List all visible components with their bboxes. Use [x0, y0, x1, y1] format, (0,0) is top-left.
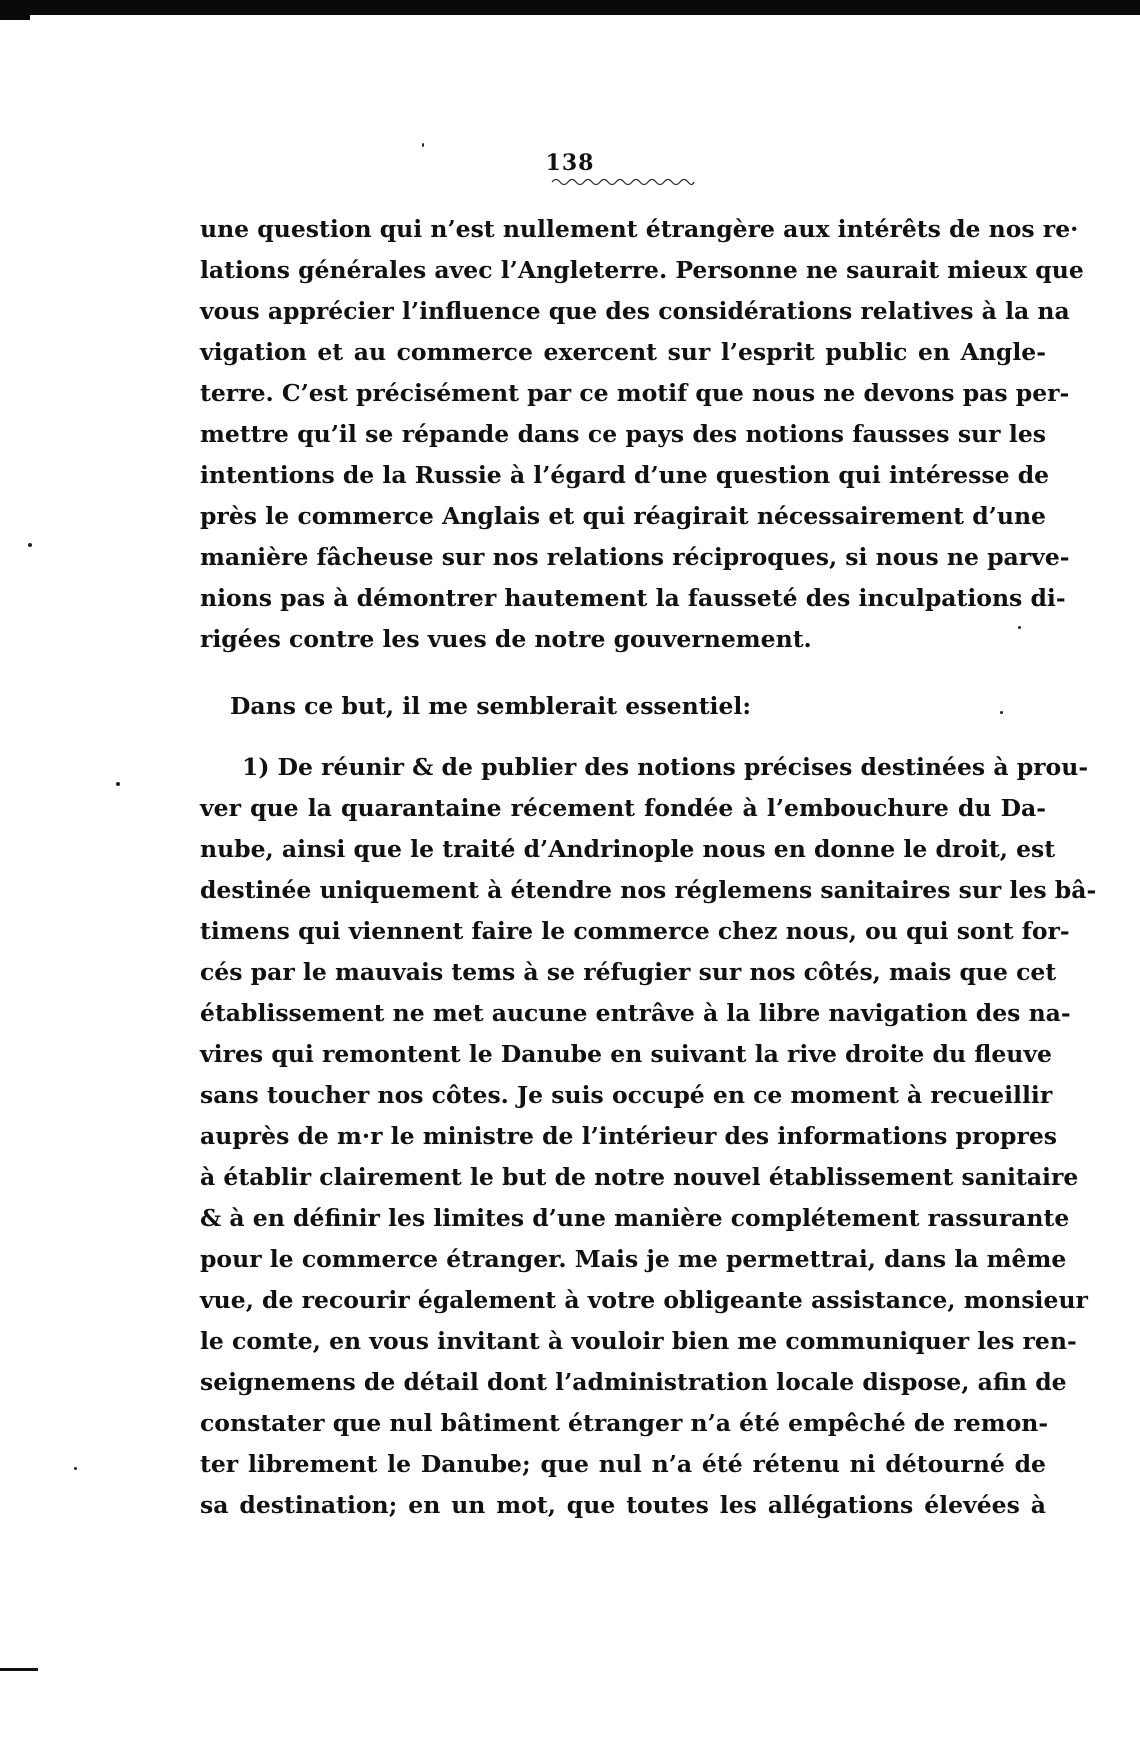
- text-line: nube, ainsi que le traité d’Andrinople nous en donne le droit, est: [200, 835, 1056, 863]
- text-line: destinée uniquement à étendre nos réglemens sanitaires sur les bâ-: [200, 876, 1097, 904]
- text-line: Dans ce but, il me semblerait essentiel:: [230, 692, 752, 720]
- text-line: près le commerce Anglais et qui réagirait nécessairement d’une: [200, 502, 1046, 530]
- text-line: une question qui n’est nullement étrangère aux intérêts de nos re·: [200, 215, 1079, 243]
- text-line: mettre qu’il se répande dans ce pays des notions fausses sur les: [200, 420, 1046, 448]
- text-line: auprès de m·r le ministre de l’intérieur des informations propres: [200, 1122, 1058, 1150]
- scan-speck: [116, 782, 120, 786]
- text-line: le comte, en vous invitant à vouloir bien me communiquer les ren-: [200, 1327, 1077, 1355]
- text-line: intentions de la Russie à l’égard d’une question qui intéresse de: [200, 461, 1050, 489]
- text-line: à établir clairement le but de notre nouvel établissement sanitaire: [200, 1163, 1079, 1191]
- text-line: timens qui viennent faire le commerce chez nous, ou qui sont for-: [200, 917, 1070, 945]
- text-line: nions pas à démontrer hautement la fausseté des inculpations di-: [200, 584, 1066, 612]
- text-line: rigées contre les vues de notre gouvernement.: [200, 625, 812, 653]
- text-line: sans toucher nos côtes. Je suis occupé en ce moment à recueillir: [200, 1081, 1053, 1109]
- page-number: 138: [545, 150, 595, 176]
- scan-speck: [28, 543, 32, 547]
- top-border-rule: [0, 0, 1140, 15]
- text-line: cés par le mauvais tems à se réfugier sur nos côtés, mais que cet: [200, 958, 1057, 986]
- text-line: lations générales avec l’Angleterre. Personne ne saurait mieux que: [200, 256, 1084, 284]
- top-border-notch: [0, 14, 30, 20]
- text-line: vigation et au commerce exercent sur l’esprit public en Angle-: [200, 338, 1046, 366]
- text-line: pour le commerce étranger. Mais je me permettrai, dans la même: [200, 1245, 1067, 1273]
- paragraph-3: [200, 747, 1097, 1526]
- text-line: sa destination; en un mot, que toutes les allégations élevées à: [200, 1491, 1046, 1519]
- text-line: vous apprécier l’influence que des considérations relatives à la na: [200, 297, 1070, 325]
- scan-speck: [1018, 626, 1021, 629]
- text-line: vue, de recourir également à votre obligeante assistance, monsieur: [200, 1286, 1088, 1314]
- text-line: & à en définir les limites d’une manière complétement rassurante: [200, 1204, 1070, 1232]
- scan-edge-mark: [0, 1668, 38, 1671]
- text-line: constater que nul bâtiment étranger n’a été empêché de remon-: [200, 1409, 1049, 1437]
- text-line: seignemens de détail dont l’administration locale dispose, afin de: [200, 1368, 1067, 1396]
- text-line: ver que la quarantaine récement fondée à l’embouchure du Da-: [200, 794, 1046, 822]
- scan-speck: [422, 143, 424, 147]
- text-line: vires qui remontent le Danube en suivant la rive droite du fleuve: [200, 1040, 1052, 1068]
- scan-speck: [74, 1467, 77, 1470]
- scan-speck: [1000, 711, 1003, 714]
- text-line: établissement ne met aucune entrâve à la libre navigation des na-: [200, 999, 1071, 1027]
- page-number-ornament: [550, 176, 696, 188]
- text-line: manière fâcheuse sur nos relations réciproques, si nous ne parve-: [200, 543, 1070, 571]
- text-line: terre. C’est précisément par ce motif que nous ne devons pas per-: [200, 379, 1070, 407]
- paragraph-1: [200, 209, 1084, 660]
- text-line: ter librement le Danube; que nul n’a été rétenu ni détourné de: [200, 1450, 1046, 1478]
- paragraph-2: [200, 686, 1046, 727]
- text-line: 1) De réunir & de publier des notions précises destinées à prou-: [242, 753, 1089, 781]
